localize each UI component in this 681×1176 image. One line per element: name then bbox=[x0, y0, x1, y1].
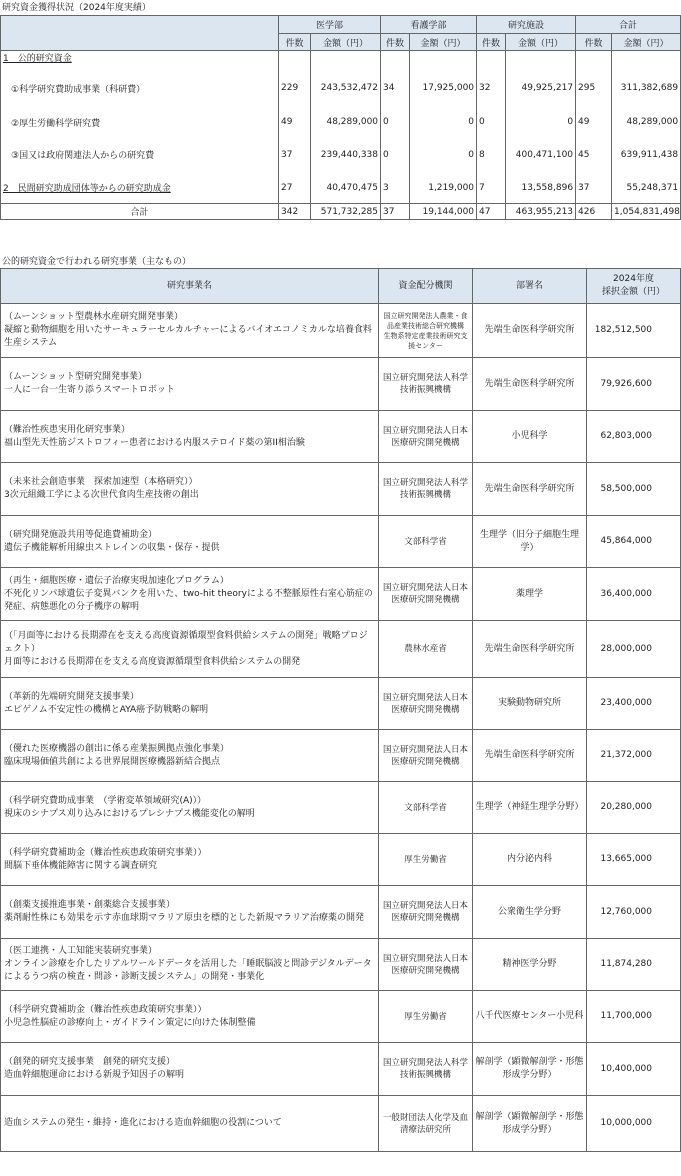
summary-amount-cell: 17,925,000 bbox=[410, 69, 477, 108]
project-title: 小児急性脳症の診療向上・ガイドライン策定に向けた体制整備 bbox=[4, 1017, 256, 1028]
project-name-cell bbox=[1, 568, 379, 621]
project-title: 造血システムの発生・維持・進化における造血幹細胞の役割について bbox=[4, 1118, 282, 1128]
header-group-medicine: 医学部 bbox=[279, 16, 381, 34]
summary-amount-cell: 48,289,000 bbox=[311, 108, 381, 137]
summary-row-label: 1 公的研究資金 bbox=[1, 51, 279, 69]
summary-count-cell: 295 bbox=[576, 69, 612, 108]
project-name-cell bbox=[1, 304, 379, 358]
project-program: （再生・細胞医療・遺伝子治療実現加速化プログラム） bbox=[4, 575, 229, 586]
summary-row bbox=[1, 137, 681, 173]
summary-amount-cell: 243,532,472 bbox=[311, 69, 381, 108]
header-group-facility: 研究施設 bbox=[477, 16, 576, 34]
total-amount-cell: 19,144,000 bbox=[410, 204, 477, 220]
project-name-cell bbox=[1, 991, 379, 1043]
summary-count-cell: 0 bbox=[381, 137, 410, 173]
department-cell: 精神医学分野 bbox=[473, 939, 587, 991]
project-name-cell bbox=[1, 1043, 379, 1096]
amount-cell: 79,926,600 bbox=[587, 358, 681, 411]
summary-amount-cell: 311,382,689 bbox=[612, 69, 681, 108]
header-amount-label: 採択金額（円） bbox=[601, 287, 665, 297]
project-name-cell bbox=[1, 782, 379, 834]
department-cell: 解剖学（顕微解剖学・形態形成学分野） bbox=[473, 1043, 587, 1096]
project-title: 3次元組織工学による次世代食肉生産技術の創出 bbox=[4, 490, 199, 500]
summary-row-label: ①科学研究費助成事業（科研費） bbox=[1, 69, 279, 108]
department-cell: 内分泌内科 bbox=[473, 834, 587, 886]
amount-cell: 36,400,000 bbox=[587, 568, 681, 621]
project-row bbox=[1, 621, 681, 678]
department-cell: 八千代医療センター小児科 bbox=[473, 991, 587, 1043]
project-row bbox=[1, 939, 681, 991]
summary-amount-cell: 55,248,371 bbox=[612, 173, 681, 204]
summary-count-cell: 7 bbox=[477, 173, 506, 204]
summary-amount-cell bbox=[612, 51, 681, 69]
project-title: 遺伝子機能解析用線虫ストレインの収集・保存・提供 bbox=[4, 542, 220, 553]
department-cell: 先端生命医科学研究所 bbox=[473, 304, 587, 358]
summary-count-cell: 0 bbox=[381, 108, 410, 137]
total-amount-cell: 1,054,831,498 bbox=[612, 204, 681, 220]
project-row bbox=[1, 886, 681, 939]
table1-caption: 研究資金獲得状況（2024年度実績） bbox=[2, 3, 151, 13]
department-cell: 先端生命医科学研究所 bbox=[473, 358, 587, 411]
summary-total-label: 合計 bbox=[1, 204, 279, 220]
funding-agency-cell: 国立研究開発法人日本医療研究開発機構 bbox=[379, 886, 473, 939]
funding-agency-cell: 国立研究開発法人日本医療研究開発機構 bbox=[379, 568, 473, 621]
project-name-cell bbox=[1, 621, 379, 678]
project-row bbox=[1, 304, 681, 358]
project-program: （科学研究費補助金（難治性疾患政策研究事業）） bbox=[4, 1004, 207, 1015]
summary-row-label: ②厚生労働科学研究費 bbox=[1, 108, 279, 137]
funding-agency-cell: 国立研究開発法人日本医療研究開発機構 bbox=[379, 939, 473, 991]
header-amount bbox=[587, 269, 681, 304]
project-title: 月面等における長期滞在を支える高度資源循環型食料供給システムの開発 bbox=[4, 656, 301, 667]
project-program: （優れた医療機器の創出に係る産業振興拠点強化事業） bbox=[4, 743, 230, 754]
project-program: （未来社会創造事業 探索加速型（本格研究）） bbox=[4, 477, 198, 487]
summary-amount-cell: 239,440,338 bbox=[311, 137, 381, 173]
project-row bbox=[1, 678, 681, 730]
amount-cell: 10,000,000 bbox=[587, 1096, 681, 1152]
summary-amount-cell bbox=[410, 51, 477, 69]
header-amount: 金額（円） bbox=[311, 34, 381, 51]
summary-amount-cell: 400,471,100 bbox=[506, 137, 576, 173]
amount-cell: 45,864,000 bbox=[587, 516, 681, 568]
summary-count-cell: 49 bbox=[279, 108, 311, 137]
project-program: （研究開発施設共用等促進費補助金） bbox=[4, 529, 158, 540]
header-funding-agency: 資金配分機関 bbox=[379, 269, 473, 304]
header-count: 件数 bbox=[576, 34, 612, 51]
amount-cell: 23,400,000 bbox=[587, 678, 681, 730]
department-cell: 公衆衛生学分野 bbox=[473, 886, 587, 939]
funding-agency-cell: 国立研究開発法人科学技術振興機構 bbox=[379, 463, 473, 516]
department-cell: 実験動物研究所 bbox=[473, 678, 587, 730]
total-count-cell: 47 bbox=[477, 204, 506, 220]
header-project-name: 研究事業名 bbox=[1, 269, 379, 304]
funding-summary-table bbox=[0, 15, 681, 220]
summary-amount-cell bbox=[311, 51, 381, 69]
summary-count-cell bbox=[477, 51, 506, 69]
funding-agency-cell: 厚生労働省 bbox=[379, 991, 473, 1043]
total-amount-cell: 571,732,285 bbox=[311, 204, 381, 220]
header-department: 部署名 bbox=[473, 269, 587, 304]
project-program: （医工連携・人工知能実装研究事業） bbox=[4, 946, 158, 956]
header-blank bbox=[1, 16, 279, 51]
project-title: エピゲノム不安定性の機構とAYA癌予防戦略の解明 bbox=[4, 704, 209, 715]
summary-count-cell: 45 bbox=[576, 137, 612, 173]
project-program: （ムーンショット型研究開発事業） bbox=[4, 372, 147, 382]
summary-count-cell bbox=[381, 51, 410, 69]
amount-cell: 11,874,280 bbox=[587, 939, 681, 991]
project-title: 造血幹細胞運命における新規予知因子の解明 bbox=[4, 1070, 185, 1080]
project-name-cell bbox=[1, 678, 379, 730]
header-amount: 金額（円） bbox=[506, 34, 576, 51]
summary-row-label: 2 民間研究助成団体等からの研究助成金 bbox=[1, 173, 279, 204]
project-title: 間脳下垂体機能障害に関する調査研究 bbox=[4, 860, 158, 871]
summary-count-cell: 229 bbox=[279, 69, 311, 108]
project-row bbox=[1, 358, 681, 411]
summary-count-cell: 49 bbox=[576, 108, 612, 137]
amount-cell: 10,400,000 bbox=[587, 1043, 681, 1096]
project-title: 不死化リンパ球遺伝子変異バンクを用いた、two-hit theoryによる不整脈原性右室心筋症の発症、病態悪化の分子機序の解明 bbox=[4, 588, 373, 612]
department-cell: 先端生命医科学研究所 bbox=[473, 730, 587, 782]
summary-amount-cell: 13,558,896 bbox=[506, 173, 576, 204]
project-row bbox=[1, 782, 681, 834]
header-amount: 金額（円） bbox=[410, 34, 477, 51]
project-title: 凝縮と動物細胞を用いたサーキュラーセルカルチャーによるバイオエコノミカルな培養食料生産システム bbox=[4, 325, 372, 348]
funding-agency-cell: 一般財団法人化学及血清療法研究所 bbox=[379, 1096, 473, 1152]
project-name-cell bbox=[1, 1096, 379, 1152]
project-row bbox=[1, 730, 681, 782]
project-name-cell bbox=[1, 411, 379, 463]
amount-cell: 28,000,000 bbox=[587, 621, 681, 678]
project-title: 視床のシナプス刈り込みにおけるプレシナプス機能変化の解明 bbox=[4, 808, 255, 819]
summary-amount-cell: 1,219,000 bbox=[410, 173, 477, 204]
department-cell: 薬理学 bbox=[473, 568, 587, 621]
department-cell: 先端生命医科学研究所 bbox=[473, 463, 587, 516]
amount-cell: 11,700,000 bbox=[587, 991, 681, 1043]
project-row bbox=[1, 1043, 681, 1096]
table2-caption: 公的研究資金で行われる研究事業（主なもの） bbox=[2, 257, 192, 267]
header-group-nursing: 看護学部 bbox=[381, 16, 477, 34]
project-program: （難治性疾患実用化研究事業） bbox=[4, 424, 131, 435]
summary-amount-cell: 48,289,000 bbox=[612, 108, 681, 137]
project-program: （ムーンショット型農林水産研究開発事業） bbox=[4, 312, 183, 322]
summary-amount-cell: 0 bbox=[506, 108, 576, 137]
project-name-cell bbox=[1, 886, 379, 939]
funding-agency-cell: 国立研究開発法人日本医療研究開発機構 bbox=[379, 678, 473, 730]
funding-agency-cell: 文部科学省 bbox=[379, 782, 473, 834]
project-name-cell bbox=[1, 730, 379, 782]
summary-count-cell bbox=[279, 51, 311, 69]
project-program: （創発的研究支援事業 創発的研究支援） bbox=[4, 1057, 176, 1067]
summary-row bbox=[1, 51, 681, 69]
total-count-cell: 37 bbox=[381, 204, 410, 220]
project-title: 臨床現場価値共創による世界展開医療機器新結合拠点 bbox=[4, 756, 221, 767]
department-cell: 解剖学（顕微解剖学・形態形成学分野） bbox=[473, 1096, 587, 1152]
total-count-cell: 426 bbox=[576, 204, 612, 220]
summary-row bbox=[1, 173, 681, 204]
project-program: （科学研究費補助金（難治性疾患政策研究事業）） bbox=[4, 847, 207, 858]
funding-agency-cell: 国立研究開発法人日本医療研究開発機構 bbox=[379, 411, 473, 463]
project-row bbox=[1, 1096, 681, 1152]
summary-amount-cell: 40,470,475 bbox=[311, 173, 381, 204]
funding-agency-cell: 国立研究開発法人農業・食品産業技術総合研究機構 生物系特定産業技術研究支援センター bbox=[379, 304, 473, 358]
summary-count-cell: 37 bbox=[576, 173, 612, 204]
total-count-cell: 342 bbox=[279, 204, 311, 220]
project-title: 福山型先天性筋ジストロフィー患者における内服ステロイド薬の第II相治験 bbox=[4, 437, 305, 448]
department-cell: 小児科学 bbox=[473, 411, 587, 463]
project-title: オンライン診療を介したリアルワールドデータを活用した「睡眠脳波と問診デジタルデータによるうつ病の検査・問診・診断支援システム」の開発・事業化 bbox=[4, 959, 372, 982]
project-name-cell bbox=[1, 358, 379, 411]
project-program: （革新的先端研究開発支援事業） bbox=[4, 691, 140, 702]
summary-count-cell: 34 bbox=[381, 69, 410, 108]
project-program: （創薬支援推進事業・創薬総合支援事業） bbox=[4, 900, 176, 910]
project-title: 一人に一台一生寄り添うスマートロボット bbox=[4, 385, 175, 395]
summary-row bbox=[1, 108, 681, 137]
summary-total-row bbox=[1, 204, 681, 220]
funding-agency-cell: 文部科学省 bbox=[379, 516, 473, 568]
department-cell: 生理学（旧分子細胞生理学） bbox=[473, 516, 587, 568]
project-program: （科学研究費助成事業 （学術変革領域研究(A)）） bbox=[4, 795, 207, 806]
header-amount: 金額（円） bbox=[612, 34, 681, 51]
summary-amount-cell: 639,911,438 bbox=[612, 137, 681, 173]
funding-agency-cell: 国立研究開発法人科学技術振興機構 bbox=[379, 1043, 473, 1096]
summary-amount-cell: 49,925,217 bbox=[506, 69, 576, 108]
summary-amount-cell: 0 bbox=[410, 108, 477, 137]
project-title: 薬剤耐性株にも効果を示す赤血球期マラリア原虫を標的とした新規マラリア治療薬の開発 bbox=[4, 913, 365, 923]
header-group-total: 合計 bbox=[576, 16, 681, 34]
summary-amount-cell: 0 bbox=[410, 137, 477, 173]
project-name-cell bbox=[1, 939, 379, 991]
amount-cell: 182,512,500 bbox=[587, 304, 681, 358]
project-row bbox=[1, 991, 681, 1043]
header-amount-year: 2024年度 bbox=[613, 274, 654, 284]
project-name-cell bbox=[1, 834, 379, 886]
project-name-cell bbox=[1, 516, 379, 568]
department-cell: 生理学（神経生理学分野） bbox=[473, 782, 587, 834]
funding-agency-cell: 農林水産省 bbox=[379, 621, 473, 678]
summary-count-cell: 27 bbox=[279, 173, 311, 204]
project-name-cell bbox=[1, 463, 379, 516]
project-program: （「月面等における長期滞在を支える高度資源循環型食料供給システムの開発」戦略プロジェクト） bbox=[4, 630, 368, 654]
amount-cell: 21,372,000 bbox=[587, 730, 681, 782]
project-row bbox=[1, 516, 681, 568]
research-projects-table bbox=[0, 268, 681, 1152]
department-cell: 先端生命医科学研究所 bbox=[473, 621, 587, 678]
amount-cell: 13,665,000 bbox=[587, 834, 681, 886]
funding-agency-cell: 厚生労働省 bbox=[379, 834, 473, 886]
project-row bbox=[1, 834, 681, 886]
amount-cell: 20,280,000 bbox=[587, 782, 681, 834]
summary-count-cell: 3 bbox=[381, 173, 410, 204]
funding-agency-cell: 国立研究開発法人科学技術振興機構 bbox=[379, 358, 473, 411]
funding-agency-cell: 国立研究開発法人日本医療研究開発機構 bbox=[379, 730, 473, 782]
header-count: 件数 bbox=[381, 34, 410, 51]
summary-row bbox=[1, 69, 681, 108]
summary-row-label: ③国又は政府関連法人からの研究費 bbox=[1, 137, 279, 173]
summary-count-cell: 32 bbox=[477, 69, 506, 108]
summary-amount-cell bbox=[506, 51, 576, 69]
summary-count-cell: 37 bbox=[279, 137, 311, 173]
project-row bbox=[1, 411, 681, 463]
header-count: 件数 bbox=[477, 34, 506, 51]
summary-count-cell: 0 bbox=[477, 108, 506, 137]
project-row bbox=[1, 463, 681, 516]
amount-cell: 62,803,000 bbox=[587, 411, 681, 463]
project-row bbox=[1, 568, 681, 621]
summary-count-cell bbox=[576, 51, 612, 69]
amount-cell: 12,760,000 bbox=[587, 886, 681, 939]
header-count: 件数 bbox=[279, 34, 311, 51]
total-amount-cell: 463,955,213 bbox=[506, 204, 576, 220]
amount-cell: 58,500,000 bbox=[587, 463, 681, 516]
summary-count-cell: 8 bbox=[477, 137, 506, 173]
